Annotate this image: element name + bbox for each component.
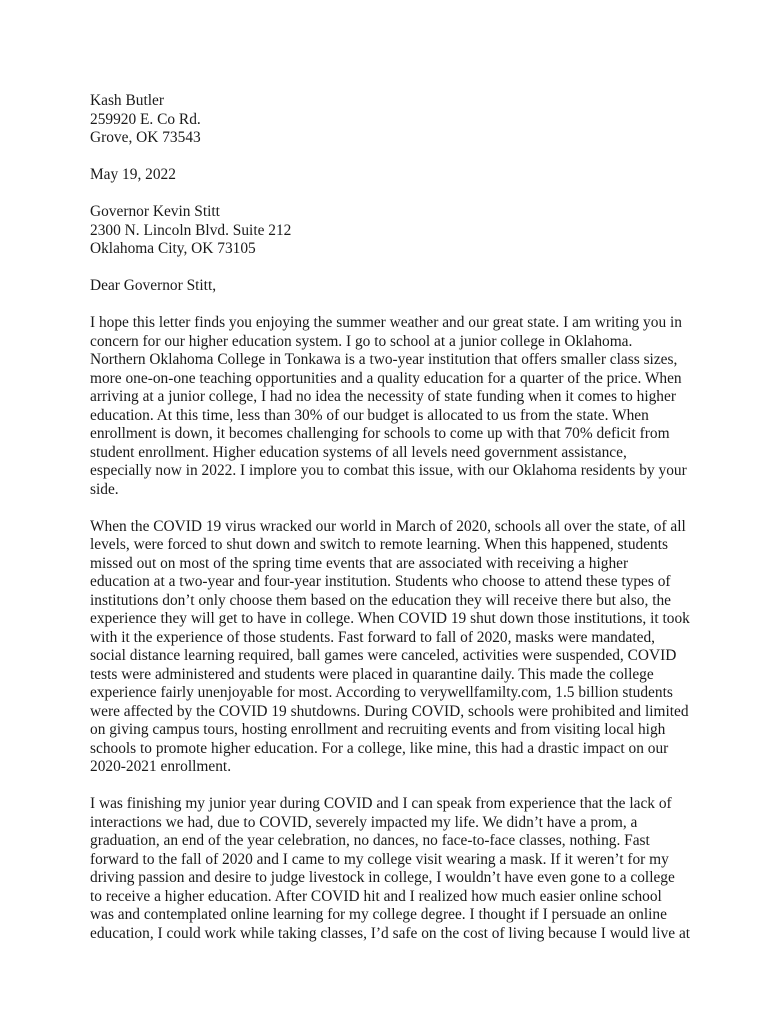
paragraph-line: driving passion and desire to judge livestock in college, I wouldn’t have even gone to a college: [90, 869, 675, 886]
paragraph-line: arriving at a junior college, I had no idea the necessity of state funding when it comes to higher: [90, 388, 676, 405]
paragraph-line: experience fairly unenjoyable for most. According to verywellfamilty.com, 1.5 billion students: [90, 684, 673, 701]
letter-date: [90, 166, 690, 185]
paragraph-line: student enrollment. Higher education systems of all levels need government assistance,: [90, 443, 627, 461]
paragraph-line: to receive a higher education. After COVID hit and I realized how much easier online school: [90, 887, 662, 905]
paragraph-line: I was finishing my junior year during COVID and I can speak from experience that the lack of: [90, 795, 672, 812]
paragraph-line: education at a two-year and four-year institution. Students who choose to attend these types of: [90, 573, 671, 590]
paragraph-line: social distance learning required, ball games were canceled, activities were suspended, COVID: [90, 647, 677, 664]
paragraph-line: education. At this time, less than 30% of our budget is allocated to us from the state. When: [90, 406, 649, 424]
paragraph-line: I hope this letter finds you enjoying the summer weather and our great state. I am writing you in: [90, 314, 682, 331]
letter-body: [90, 92, 690, 962]
paragraph-line: When the COVID 19 virus wracked our world in March of 2020, schools all over the state, of all: [90, 517, 686, 535]
sender-city: Grove, OK 73543: [90, 129, 201, 146]
paragraph-line: on giving campus tours, hosting enrollment and recruiting events and from visiting local high: [90, 721, 666, 738]
recipient-city: Oklahoma City, OK 73105: [90, 240, 256, 257]
paragraph-line: schools to promote higher education. For a college, like mine, this had a drastic impact on our: [90, 739, 669, 757]
paragraph-line: forward to the fall of 2020 and I came to my college visit wearing a mask. If it weren’t for my: [90, 850, 669, 868]
paragraph-line: especially now in 2022. I implore you to combat this issue, with our Oklahoma residents by your: [90, 462, 687, 479]
salutation: [90, 277, 690, 296]
paragraph-line: tests were administered and students were placed in quarantine daily. This made the college: [90, 665, 654, 683]
sender-address: [90, 92, 690, 148]
paragraph-3: [90, 795, 690, 943]
paragraph-line: enrollment is down, it becomes challenging for schools to come up with that 70% deficit from: [90, 425, 670, 442]
paragraph-line: interactions we had, due to COVID, severely impacted my life. We didn’t have a prom, a: [90, 813, 638, 831]
paragraph-line: side.: [90, 480, 119, 498]
paragraph-line: Northern Oklahoma College in Tonkawa is a two-year institution that offers smaller class sizes,: [90, 351, 678, 368]
paragraph-line: education, I could work while taking classes, I’d safe on the cost of living because I would live at: [90, 924, 691, 942]
paragraph-line: concern for our higher education system. I go to school at a junior college in Oklahoma.: [90, 332, 633, 350]
paragraph-line: graduation, an end of the year celebration, no dances, no face-to-face classes, nothing. Fast: [90, 832, 650, 849]
sender-street: 259920 E. Co Rd.: [90, 110, 201, 128]
sender-name: Kash Butler: [90, 92, 164, 109]
recipient-address: [90, 203, 690, 259]
paragraph-1: [90, 314, 690, 499]
paragraph-line: institutions don’t only choose them based on the education they will receive there but also, the: [90, 591, 672, 609]
paragraph-line: with it the experience of those students. Fast forward to fall of 2020, masks were mandated,: [90, 628, 656, 646]
paragraph-line: experience they will get to have in college. When COVID 19 shut down those institutions, it took: [90, 610, 690, 627]
paragraph-line: was and contemplated online learning for my college degree. I thought if I persuade an online: [90, 906, 667, 923]
paragraph-2: [90, 518, 690, 777]
salutation-text: Dear Governor Stitt,: [90, 277, 217, 294]
paragraph-line: 2020-2021 enrollment.: [90, 758, 232, 775]
paragraph-line: more one-on-one teaching opportunities and a quality education for a quarter of the price. When: [90, 369, 682, 387]
date-text: May 19, 2022: [90, 166, 176, 183]
paragraph-line: were affected by the COVID 19 shutdowns. During COVID, schools were prohibited and limited: [90, 702, 689, 720]
paragraph-line: levels, were forced to shut down and switch to remote learning. When this happened, students: [90, 536, 668, 553]
paragraph-line: missed out on most of the spring time events that are associated with receiving a higher: [90, 554, 629, 572]
recipient-street: 2300 N. Lincoln Blvd. Suite 212: [90, 221, 292, 239]
recipient-name: Governor Kevin Stitt: [90, 203, 220, 220]
